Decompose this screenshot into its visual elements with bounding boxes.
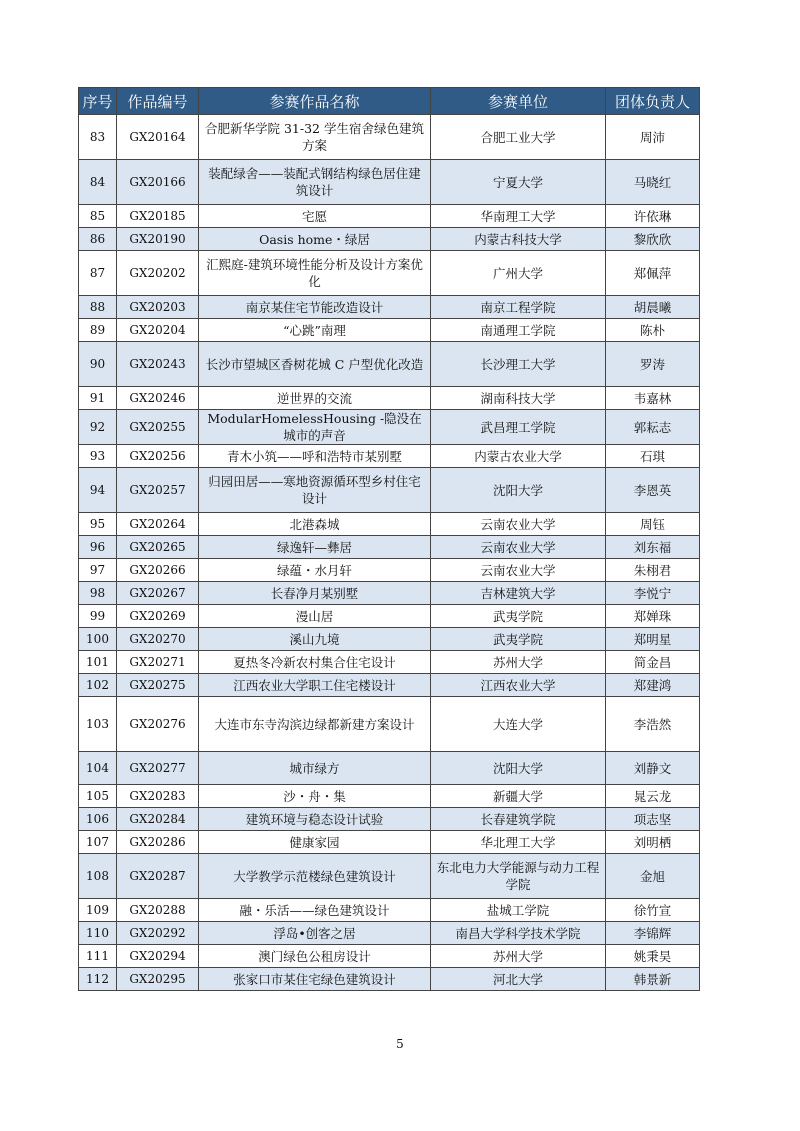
table-row (79, 582, 700, 605)
row-number: 98 (79, 582, 117, 605)
header-code: 作品编号 (117, 88, 199, 115)
row-number: 105 (79, 785, 117, 808)
row-number: 89 (79, 319, 117, 342)
table-row (79, 387, 700, 410)
entry-title: 北港森城 (199, 513, 431, 536)
entry-code: GX20266 (117, 559, 199, 582)
row-number: 111 (79, 945, 117, 968)
entry-org: 内蒙古农业大学 (431, 445, 606, 468)
table-row (79, 785, 700, 808)
table-row (79, 536, 700, 559)
entry-title: Oasis home・绿居 (199, 228, 431, 251)
table-row (79, 899, 700, 922)
entry-code: GX20246 (117, 387, 199, 410)
entry-title: 青木小筑——呼和浩特市某别墅 (199, 445, 431, 468)
entry-code: GX20203 (117, 296, 199, 319)
entry-org: 合肥工业大学 (431, 115, 606, 160)
entry-leader: 石琪 (606, 445, 700, 468)
entry-code: GX20204 (117, 319, 199, 342)
entry-org: 南昌大学科学技术学院 (431, 922, 606, 945)
entry-title: 健康家园 (199, 831, 431, 854)
row-number: 97 (79, 559, 117, 582)
entry-code: GX20288 (117, 899, 199, 922)
entry-code: GX20286 (117, 831, 199, 854)
row-number: 91 (79, 387, 117, 410)
entry-code: GX20257 (117, 468, 199, 513)
entry-leader: 马晓红 (606, 160, 700, 205)
row-number: 99 (79, 605, 117, 628)
entry-leader: 徐竹宣 (606, 899, 700, 922)
entry-org: 南京工程学院 (431, 296, 606, 319)
entry-leader: 黎欣欣 (606, 228, 700, 251)
table-row (79, 752, 700, 785)
entry-leader: 刘明栖 (606, 831, 700, 854)
entry-org: 内蒙古科技大学 (431, 228, 606, 251)
entry-title: 融・乐活——绿色建筑设计 (199, 899, 431, 922)
page-number: 5 (396, 1037, 404, 1051)
entry-org: 河北大学 (431, 968, 606, 991)
entry-org: 华南理工大学 (431, 205, 606, 228)
entry-leader: 刘静文 (606, 752, 700, 785)
row-number: 88 (79, 296, 117, 319)
row-number: 95 (79, 513, 117, 536)
entry-code: GX20190 (117, 228, 199, 251)
entry-title: 夏热冬冷新农村集合住宅设计 (199, 651, 431, 674)
row-number: 96 (79, 536, 117, 559)
entry-org: 武昌理工学院 (431, 410, 606, 445)
entry-code: GX20255 (117, 410, 199, 445)
table-row (79, 410, 700, 445)
table-row (79, 205, 700, 228)
table-row (79, 296, 700, 319)
entry-org: 云南农业大学 (431, 536, 606, 559)
entry-title: 浮岛•创客之居 (199, 922, 431, 945)
entry-org: 南通理工学院 (431, 319, 606, 342)
header-no: 序号 (79, 88, 117, 115)
table-row (79, 697, 700, 752)
entry-org: 武夷学院 (431, 628, 606, 651)
entry-code: GX20275 (117, 674, 199, 697)
entry-code: GX20284 (117, 808, 199, 831)
row-number: 101 (79, 651, 117, 674)
table-row (79, 160, 700, 205)
entry-org: 东北电力大学能源与动力工程学院 (431, 854, 606, 899)
entry-leader: 朱栩君 (606, 559, 700, 582)
entry-leader: 郑建鸿 (606, 674, 700, 697)
entry-org: 宁夏大学 (431, 160, 606, 205)
entry-title: 溪山九境 (199, 628, 431, 651)
entry-leader: 刘东福 (606, 536, 700, 559)
entry-leader: 陈朴 (606, 319, 700, 342)
table-row (79, 945, 700, 968)
row-number: 104 (79, 752, 117, 785)
entry-org: 长春建筑学院 (431, 808, 606, 831)
entry-leader: 李浩然 (606, 697, 700, 752)
entry-title: 大学教学示范楼绿色建筑设计 (199, 854, 431, 899)
entry-org: 江西农业大学 (431, 674, 606, 697)
entry-title: 归园田居——寒地资源循环型乡村住宅设计 (199, 468, 431, 513)
entry-code: GX20164 (117, 115, 199, 160)
entry-title: 长沙市望城区香树花城 C 户型优化改造 (199, 342, 431, 387)
table-row (79, 831, 700, 854)
entry-org: 大连大学 (431, 697, 606, 752)
entry-leader: 韩景新 (606, 968, 700, 991)
row-number: 84 (79, 160, 117, 205)
entry-title: 装配绿舍——装配式钢结构绿色居住建筑设计 (199, 160, 431, 205)
entry-leader: 周沛 (606, 115, 700, 160)
entry-org: 华北理工大学 (431, 831, 606, 854)
entry-title: 汇熙庭-建筑环境性能分析及设计方案优化 (199, 251, 431, 296)
header-title: 参赛作品名称 (199, 88, 431, 115)
entry-org: 云南农业大学 (431, 513, 606, 536)
entry-title: 张家口市某住宅绿色建筑设计 (199, 968, 431, 991)
entry-leader: 李锦辉 (606, 922, 700, 945)
entry-leader: 胡晨曦 (606, 296, 700, 319)
entry-leader: 金旭 (606, 854, 700, 899)
table-row (79, 854, 700, 899)
table-row (79, 605, 700, 628)
entry-title: 漫山居 (199, 605, 431, 628)
row-number: 83 (79, 115, 117, 160)
entry-org: 长沙理工大学 (431, 342, 606, 387)
header-org: 参赛单位 (431, 88, 606, 115)
table-row (79, 319, 700, 342)
entry-code: GX20264 (117, 513, 199, 536)
entry-leader: 韦嘉林 (606, 387, 700, 410)
entry-leader: 郑佩萍 (606, 251, 700, 296)
entry-title: ModularHomelessHousing -隐没在城市的声音 (199, 410, 431, 445)
entry-code: GX20294 (117, 945, 199, 968)
entry-code: GX20185 (117, 205, 199, 228)
table-row (79, 228, 700, 251)
table-row (79, 513, 700, 536)
row-number: 106 (79, 808, 117, 831)
entry-title: “心跳”南理 (199, 319, 431, 342)
table-row (79, 968, 700, 991)
entry-org: 沈阳大学 (431, 468, 606, 513)
entry-leader: 李悦宁 (606, 582, 700, 605)
entry-code: GX20265 (117, 536, 199, 559)
row-number: 94 (79, 468, 117, 513)
table-row (79, 445, 700, 468)
entry-code: GX20295 (117, 968, 199, 991)
entry-code: GX20276 (117, 697, 199, 752)
entry-org: 武夷学院 (431, 605, 606, 628)
table-row (79, 251, 700, 296)
entry-title: 建筑环境与稳态设计试验 (199, 808, 431, 831)
entry-org: 广州大学 (431, 251, 606, 296)
entry-code: GX20277 (117, 752, 199, 785)
entry-title: 江西农业大学职工住宅楼设计 (199, 674, 431, 697)
header-row (79, 88, 700, 115)
entry-org: 新疆大学 (431, 785, 606, 808)
entry-code: GX20287 (117, 854, 199, 899)
entry-leader: 郑明星 (606, 628, 700, 651)
entry-title: 绿逸轩—彝居 (199, 536, 431, 559)
row-number: 108 (79, 854, 117, 899)
entry-title: 城市绿方 (199, 752, 431, 785)
row-number: 87 (79, 251, 117, 296)
entry-title: 南京某住宅节能改造设计 (199, 296, 431, 319)
row-number: 85 (79, 205, 117, 228)
entry-code: GX20292 (117, 922, 199, 945)
entry-code: GX20243 (117, 342, 199, 387)
entry-leader: 项志坚 (606, 808, 700, 831)
row-number: 102 (79, 674, 117, 697)
entry-leader: 简金昌 (606, 651, 700, 674)
row-number: 103 (79, 697, 117, 752)
entry-leader: 罗涛 (606, 342, 700, 387)
table-row (79, 342, 700, 387)
row-number: 107 (79, 831, 117, 854)
row-number: 109 (79, 899, 117, 922)
table-row (79, 559, 700, 582)
table-row (79, 115, 700, 160)
table-row (79, 674, 700, 697)
entry-leader: 姚秉昊 (606, 945, 700, 968)
entry-code: GX20256 (117, 445, 199, 468)
table-row (79, 808, 700, 831)
table-row (79, 651, 700, 674)
row-number: 100 (79, 628, 117, 651)
row-number: 90 (79, 342, 117, 387)
entry-title: 绿蕴・水月轩 (199, 559, 431, 582)
entry-code: GX20271 (117, 651, 199, 674)
table-row (79, 468, 700, 513)
row-number: 112 (79, 968, 117, 991)
entry-title: 宅愿 (199, 205, 431, 228)
entries-table (78, 87, 700, 991)
row-number: 93 (79, 445, 117, 468)
entry-code: GX20269 (117, 605, 199, 628)
entry-title: 大连市东寺沟滨边绿都新建方案设计 (199, 697, 431, 752)
entry-org: 苏州大学 (431, 651, 606, 674)
entry-leader: 晁云龙 (606, 785, 700, 808)
entry-org: 沈阳大学 (431, 752, 606, 785)
row-number: 92 (79, 410, 117, 445)
entry-code: GX20166 (117, 160, 199, 205)
entry-code: GX20283 (117, 785, 199, 808)
row-number: 86 (79, 228, 117, 251)
table-row (79, 922, 700, 945)
header-leader: 团体负责人 (606, 88, 700, 115)
entry-org: 盐城工学院 (431, 899, 606, 922)
entry-title: 沙・舟・集 (199, 785, 431, 808)
entry-org: 苏州大学 (431, 945, 606, 968)
row-number: 110 (79, 922, 117, 945)
entry-code: GX20267 (117, 582, 199, 605)
entry-leader: 许依琳 (606, 205, 700, 228)
entry-title: 澳门绿色公租房设计 (199, 945, 431, 968)
entry-leader: 李恩英 (606, 468, 700, 513)
table-row (79, 628, 700, 651)
entry-org: 云南农业大学 (431, 559, 606, 582)
entry-code: GX20270 (117, 628, 199, 651)
table-body (79, 115, 700, 991)
entry-org: 吉林建筑大学 (431, 582, 606, 605)
entry-leader: 郑婵珠 (606, 605, 700, 628)
entry-title: 逆世界的交流 (199, 387, 431, 410)
entry-leader: 郭耘志 (606, 410, 700, 445)
entry-title: 合肥新华学院 31-32 学生宿舍绿色建筑方案 (199, 115, 431, 160)
entry-leader: 周钰 (606, 513, 700, 536)
entry-code: GX20202 (117, 251, 199, 296)
entry-org: 湖南科技大学 (431, 387, 606, 410)
entry-title: 长春净月某别墅 (199, 582, 431, 605)
